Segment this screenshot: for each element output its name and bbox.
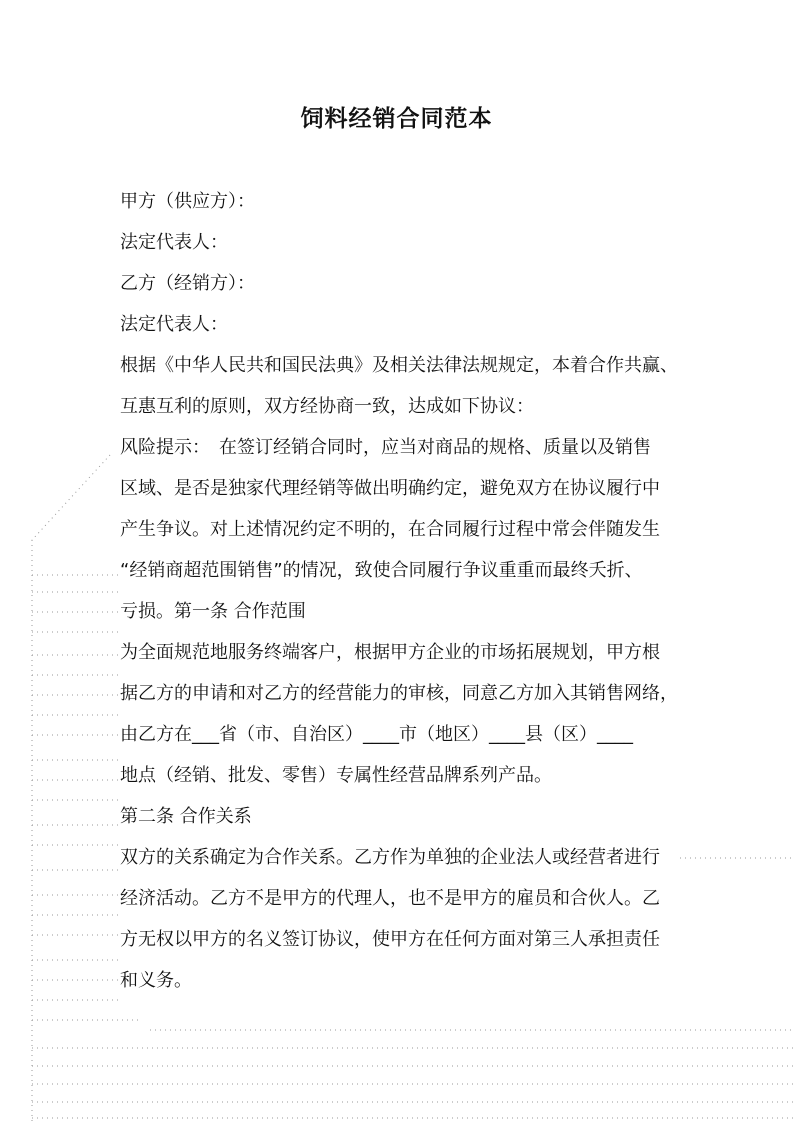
article-two-line: 方无权以甲方的名义签订协议，使甲方在任何方面对第三人承担责任 <box>120 929 660 950</box>
party-a-representative-line: 法定代表人： <box>120 232 228 253</box>
article-one-line: 为全面规范地服务终端客户，根据甲方企业的市场拓展规划，甲方根 <box>120 642 660 663</box>
party-b-representative-line: 法定代表人： <box>120 314 228 335</box>
article-one-heading-line: 亏损。第一条 合作范围 <box>120 601 306 622</box>
article-two-line: 双方的关系确定为合作关系。乙方作为单独的企业法人或经营者进行 <box>120 847 660 868</box>
document-title: 饲料经销合同范本 <box>300 106 493 132</box>
risk-notice-line: 区域、是否是独家代理经销等做出明确约定，避免双方在协议履行中 <box>120 478 660 499</box>
article-one-line: 由乙方在___省（市、自治区）____市（地区）____县（区）____ <box>120 724 633 745</box>
party-b-line: 乙方（经销方）： <box>120 273 255 294</box>
risk-notice-line: 产生争议。对上述情况约定不明的，在合同履行过程中常会伴随发生 <box>120 519 660 540</box>
preamble-line: 互惠互利的原则，双方经协商一致，达成如下协议： <box>120 396 534 417</box>
article-two-line: 经济活动。乙方不是甲方的代理人，也不是甲方的雇员和合伙人。乙 <box>120 888 660 909</box>
preamble-line: 根据《中华人民共和国民法典》及相关法律法规规定，本着合作共赢、 <box>120 355 678 376</box>
article-two-line: 和义务。 <box>120 970 192 991</box>
article-two-heading: 第二条 合作关系 <box>120 806 252 827</box>
party-a-line: 甲方（供应方）： <box>120 191 255 212</box>
article-one-line: 地点（经销、批发、零售）专属性经营品牌系列产品。 <box>120 765 552 786</box>
document-body <box>120 181 680 1001</box>
risk-notice-line: 风险提示： 在签订经销合同时，应当对商品的规格、质量以及销售 <box>120 437 651 458</box>
risk-notice-line: “经销商超范围销售”的情况，致使合同履行争议重重而最终夭折、 <box>120 560 643 581</box>
article-one-line: 据乙方的申请和对乙方的经营能力的审核，同意乙方加入其销售网络， <box>120 683 678 704</box>
